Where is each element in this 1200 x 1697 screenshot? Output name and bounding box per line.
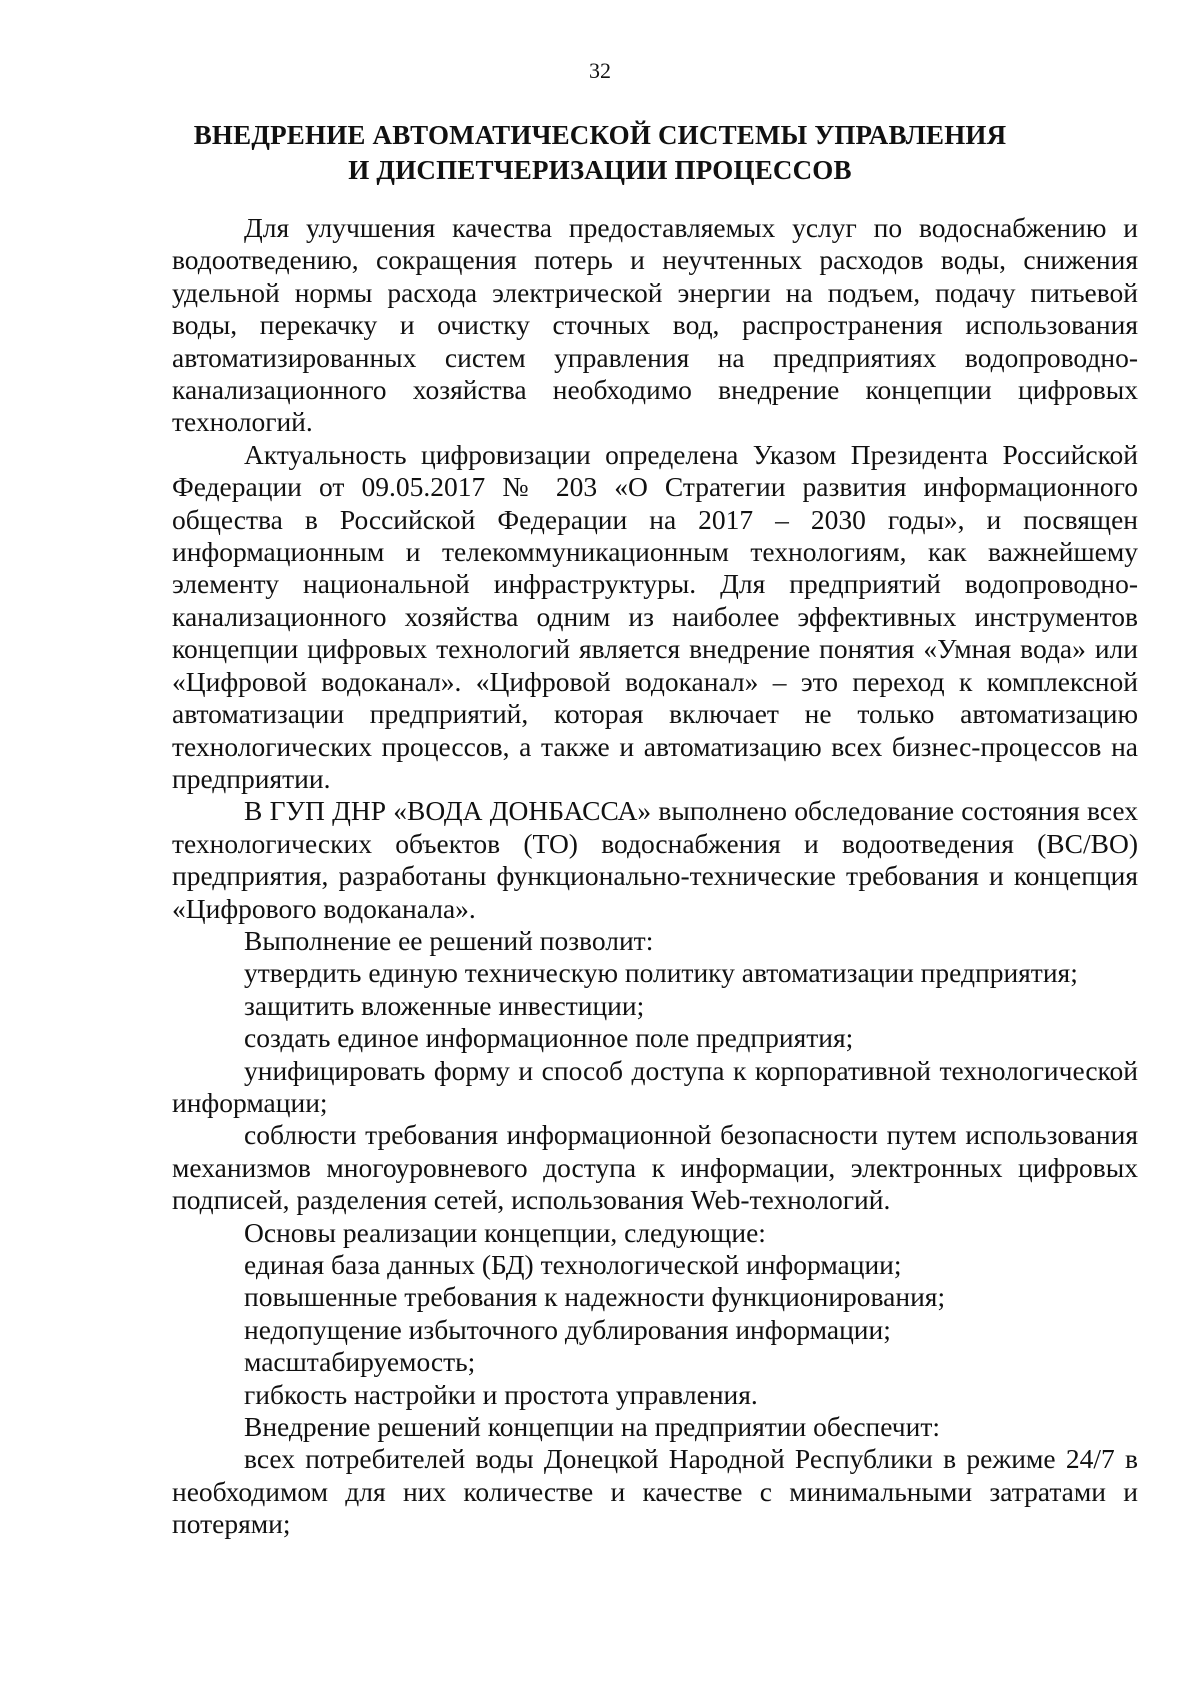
list-item: утвердить единую техническую политику автоматизации предприятия; — [244, 957, 1078, 989]
list-item: соблюсти требования информационной безопасности путем использования механизмов многоуровневого доступа к информации, электронных цифровых подписей, разделения сетей, использования Web-технологий. — [172, 1119, 1138, 1216]
list-item: масштабируемость; — [244, 1346, 476, 1378]
paragraph-relevance: Актуальность цифровизации определена Указом Президента Российской Федерации от 09.05.2017 № 203 «О Стратегии развития информационного общества в Российской Федерации на 2017 – 2030 годы», и посвящен информационным и телекоммуникационным технологиям, как важнейшему элементу национальной инфраструктуры. Для предприятий водопроводно-канализационного хозяйства одним из наиболее эффективных инструментов концепции цифровых технологий является внедрение понятия «Умная вода» или «Цифровой водоканал». «Цифровой водоканал» – это переход к комплексной автоматизации предприятий, которая включает не только автоматизацию технологических процессов, а также и автоматизацию всех бизнес-процессов на предприятии. — [172, 438, 1138, 794]
list-item: защитить вложенные инвестиции; — [244, 989, 645, 1021]
paragraph-survey: В ГУП ДНР «ВОДА ДОНБАССА» выполнено обследование состояния всех технологических объектов (ТО) водоснабжения и водоотведения (ВС/ВО) предприятия, разработаны функционально-технические требования и концепция «Цифрового водоканала». — [172, 795, 1138, 924]
paragraph-principles-heading: Основы реализации концепции, следующие: — [244, 1216, 766, 1248]
list-item: гибкость настройки и простота управления. — [244, 1378, 758, 1410]
list-item: повышенные требования к надежности функционирования; — [244, 1281, 946, 1313]
paragraph-benefits-heading: Выполнение ее решений позволит: — [244, 924, 654, 956]
list-item: недопущение избыточного дублирования информации; — [244, 1313, 891, 1345]
list-item: всех потребителей воды Донецкой Народной Республики в режиме 24/7 в необходимом для них количестве и качестве с минимальными затратами и потерями; — [172, 1443, 1138, 1540]
list-item: единая база данных (БД) технологической информации; — [244, 1249, 902, 1280]
paragraph-outcomes-heading: Внедрение решений концепции на предприятии обеспечит: — [244, 1411, 940, 1443]
list-item: унифицировать форму и способ доступа к корпоративной технологической информации; — [172, 1054, 1138, 1118]
title-line-1: ВНЕДРЕНИЕ АВТОМАТИЧЕСКОЙ СИСТЕМЫ УПРАВЛЕНИЯ — [193, 120, 1007, 150]
page-number: 32 — [589, 58, 611, 83]
paragraph-intro: Для улучшения качества предоставляемых услуг по водоснабжению и водоотведению, сокращения потерь и неучтенных расходов воды, снижения удельной нормы расхода электрической энергии на подъем, подачу питьевой воды, перекачку и очистку сточных вод, распространения использования автоматизированных систем управления на предприятиях водопроводно-канализационного хозяйства необходимо внедрение концепции цифровых технологий. — [172, 212, 1138, 438]
document-body — [172, 212, 1138, 1541]
list-item: создать единое информационное поле предприятия; — [244, 1022, 854, 1054]
page-title — [160, 118, 1040, 188]
title-line-2: И ДИСПЕТЧЕРИЗАЦИИ ПРОЦЕССОВ — [348, 155, 852, 185]
